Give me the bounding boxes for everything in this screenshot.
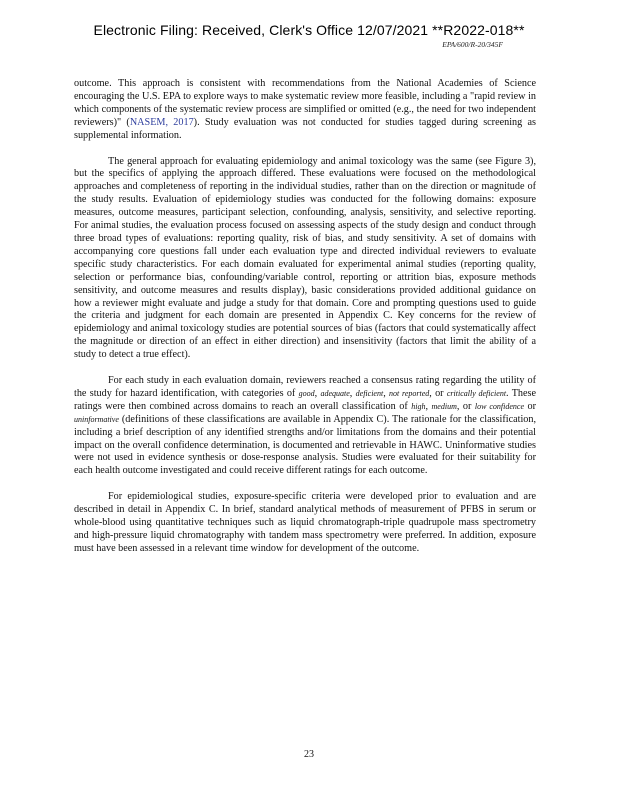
body-text xyxy=(74,78,536,569)
paragraph-3: For each study in each evaluation domain, reviewers reached a consensus rating regarding the utility of the study for hazard identification, with categories of good, adequate, deficient, not reported, or critically deficient. These ratings were then combined across domains to reach an overall classification of high, medium, or low confidence or uninformative (definitions of these classifications are available in Appendix C). The rationale for the classification, including a brief description of any identified strengths and/or limitations from the domains and their potential impact on the overall confidence determination, is documented and retrievable in HAWC. Uninformative studies were not used in evidence synthesis or dose-response analysis. Studies were evaluated for their suitability for each health outcome investigated and could receive different ratings for each outcome. xyxy=(74,375,537,477)
paragraph-3-text-a: For each study in each evaluation domain, reviewers reached a consensus rating regarding the utility of the study for hazard identification, with categories of xyxy=(74,375,536,399)
rating-low-confidence: low confidence xyxy=(474,401,525,411)
filing-stamp: Electronic Filing: Received, Clerk's Office 12/07/2021 **R2022-018** xyxy=(93,22,525,38)
rating-high: high xyxy=(411,401,426,411)
nasem-citation-link[interactable]: NASEM, 2017 xyxy=(129,116,194,128)
paragraph-2: The general approach for evaluating epidemiology and animal toxicology was the same (see Figure 3), but the specifics of applying the approach differed. These evaluations were focused on the methodological approaches and completeness of reporting in the individual studies, rather than on the direction or magnitude of the study results. Evaluation of epidemiology studies was conducted for the following domains: exposure measures, outcome measures, participant selection, confounding, analysis, sensitivity, and selective reporting. For animal studies, the evaluation process focused on assessing aspects of the study design and conduct through three broad types of evaluations: reporting quality, risk of bias, and study sensitivity. A set of domains with accompanying core questions fall under each evaluation type and directed individual reviewers to evaluate specific study characteristics. For each domain evaluated for experimental animal studies (reporting quality, selection or performance bias, confounding/variable control, reporting or attrition bias, exposure methods sensitivity, and outcome measures and results display), basic considerations provided additional guidance on how a reviewer might evaluate and judge a study for that domain. Core and prompting questions used to guide the criteria and judgment for each domain are presented in Appendix C. Key concerns for the review of epidemiology and animal toxicology studies are potential sources of bias (factors that could systematically affect the magnitude or direction of an effect in either direction) and insensitivity (factors that limit the ability of a study to detect a true effect). xyxy=(74,155,536,361)
paragraph-1-text-b: ). Study evaluation was not conducted for studies tagged during screening as supplemental information. xyxy=(74,116,536,141)
rating-deficient: deficient xyxy=(355,388,384,398)
page-number: 23 xyxy=(304,749,314,760)
paragraph-4: For epidemiological studies, exposure-specific criteria were developed prior to evaluation and are described in detail in Appendix C. In brief, standard analytical methods of measurement of PFBS in serum or whole-blood using quantitative techniques such as liquid chromatograph-triple quadrupole mass spectrometry and high-pressure liquid chromatography with tandem mass spectrometry were preferred. In addition, exposure must have been assessed in a relevant time window for development of the outcome. xyxy=(74,491,536,554)
paragraph-1 xyxy=(74,78,536,143)
rating-uninformative: uninformative xyxy=(74,414,119,424)
rating-medium: medium xyxy=(431,401,457,411)
paragraph-3-text-b: . These ratings were then combined across domains to reach an overall classification of xyxy=(74,387,537,412)
rating-critically-deficient: critically deficient xyxy=(446,388,507,398)
paragraph-3-text-c: (definitions of these classifications are available in Appendix C). The rationale for the classification, including a brief description of any identified strengths and/or limitations from the domains and their potential impact on the overall confidence determination, is documented and retrievable in HAWC. Uninformative studies were not used in evidence synthesis or dose-response analysis. Studies were evaluated for their suitability for each health outcome investigated and could receive different ratings for each outcome. xyxy=(74,413,537,477)
document-id: EPA/600/R-20/345F xyxy=(442,40,503,49)
rating-not-reported: not reported xyxy=(389,388,430,398)
rating-adequate: adequate xyxy=(320,388,350,398)
rating-good: good xyxy=(298,388,315,398)
paragraph-1-text-a: outcome. This approach is consistent with recommendations from the National Academies of Science encouraging the U.S. EPA to explore ways to make systematic review more feasible, including a "rapid review in which components of the systematic review process are simplified or omitted (e.g., the need for two independent reviewers)" ( xyxy=(74,78,536,128)
